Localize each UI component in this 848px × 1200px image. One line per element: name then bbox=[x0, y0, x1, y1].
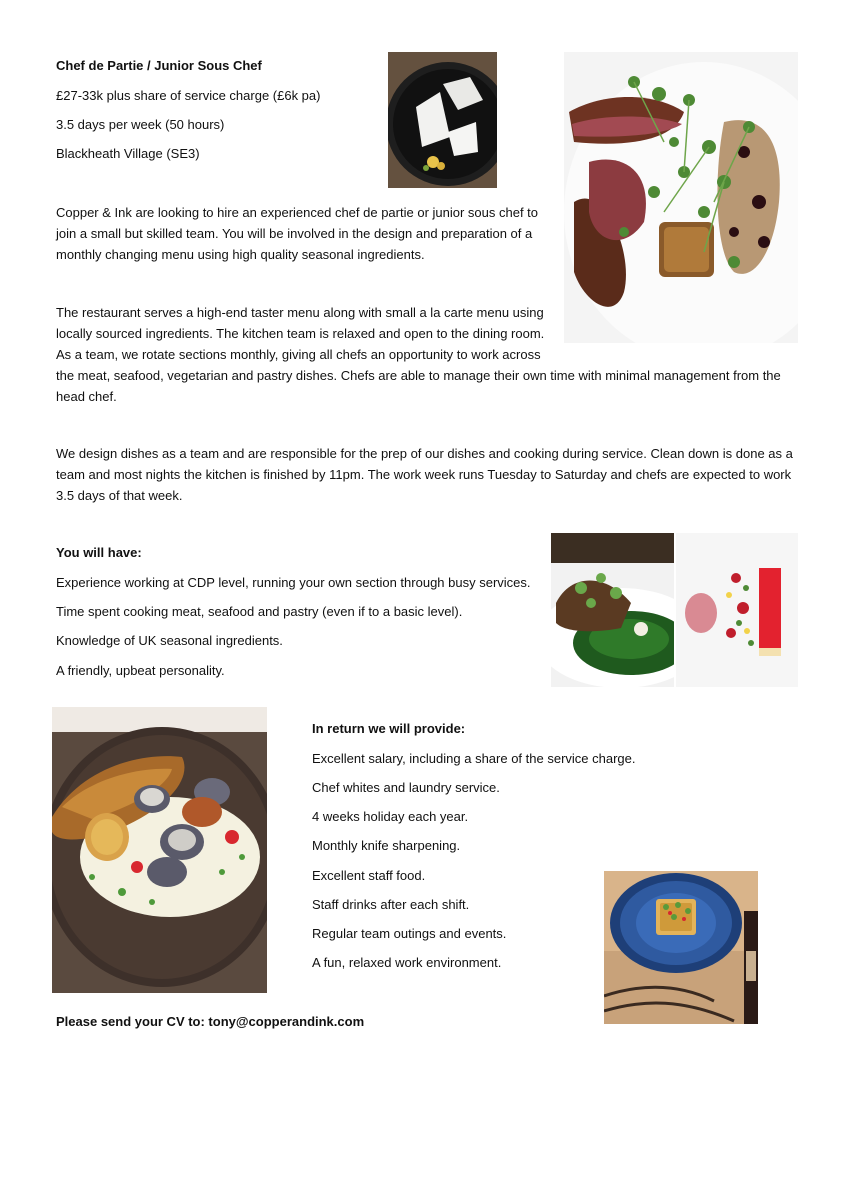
benefit-item: Regular team outings and events. bbox=[312, 926, 507, 941]
requirement-item: Time spent cooking meat, seafood and pastry (even if to a basic level). bbox=[56, 604, 463, 619]
dish-photo-small-plate bbox=[388, 52, 497, 188]
requirement-item: Knowledge of UK seasonal ingredients. bbox=[56, 633, 283, 648]
job-location: Blackheath Village (SE3) bbox=[56, 146, 200, 161]
benefit-item: 4 weeks holiday each year. bbox=[312, 809, 469, 824]
dish-photo-duck bbox=[564, 52, 798, 343]
job-title: Chef de Partie / Junior Sous Chef bbox=[56, 58, 262, 73]
requirement-item: Experience working at CDP level, running your own section through busy services. bbox=[56, 575, 531, 590]
benefit-item: A fun, relaxed work environment. bbox=[312, 955, 502, 970]
job-hours: 3.5 days per week (50 hours) bbox=[56, 117, 225, 132]
benefit-item: Excellent salary, including a share of the service charge. bbox=[312, 751, 636, 766]
intro-paragraph: Copper & Ink are looking to hire an experienced chef de partie or junior sous chef to join a small but skilled team. You will be involved in the design and preparation of a monthly changing menu using high quality seasonal ingredients. bbox=[56, 205, 539, 262]
restaurant-paragraph bbox=[56, 302, 806, 407]
benefit-item: Chef whites and laundry service. bbox=[312, 780, 500, 795]
benefit-item: Staff drinks after each shift. bbox=[312, 897, 470, 912]
requirement-item: A friendly, upbeat personality. bbox=[56, 663, 225, 678]
dish-photo-blue-plate bbox=[604, 871, 758, 1024]
job-salary: £27-33k plus share of service charge (£6k pa) bbox=[56, 88, 321, 103]
restaurant-paragraph-text: The restaurant serves a high-end taster menu along with small a la carte menu using locally sourced ingredients. The kitchen team is relaxed and open to the dining room. As a team, we rotate sections monthly, giving all chefs an opportunity to work across the meat, seafood, vegetarian and pastry dishes. Chefs are able to manage their own time with minimal management from the head chef. bbox=[56, 305, 781, 404]
team-paragraph: We design dishes as a team and are responsible for the prep of our dishes and cooking during service. Clean down is done as a team and most nights the kitchen is finished by 11pm. The work week runs Tuesday to Saturday and chefs are expected to work 3.5 days of that week. bbox=[56, 446, 793, 503]
dish-photo-fish-clams bbox=[52, 707, 267, 993]
benefit-item: Monthly knife sharpening. bbox=[312, 838, 461, 853]
dish-photo-soup-and-dessert bbox=[551, 533, 798, 687]
photo-wrap-spacer bbox=[554, 302, 806, 346]
contact-line: Please send your CV to: tony@copperandink.com bbox=[56, 1014, 365, 1029]
benefit-item: Excellent staff food. bbox=[312, 868, 426, 883]
benefits-heading: In return we will provide: bbox=[312, 721, 466, 736]
requirements-heading: You will have: bbox=[56, 545, 142, 560]
